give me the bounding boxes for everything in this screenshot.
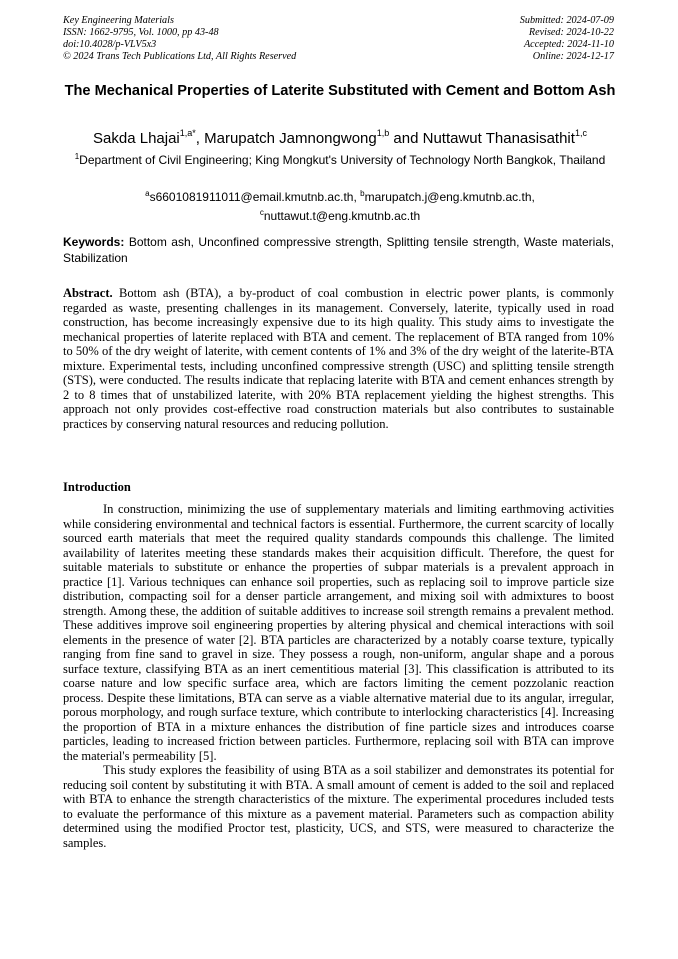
affiliation-mark: 1 (74, 152, 80, 161)
paragraph: In construction, minimizing the use of supplementary materials and limiting earthmoving activities while considering environmental and technical factors is essential. Furthermore, the current scarcity of locally sourced earth materials that meet the required quality standards compounds this challenge. The limited availability of laterites meeting these standards makes their acquisition difficult. Therefore, the quest for suitable materials to substitute or enhance the properties of subpar materials is a prevalent approach in practice [1]. Various techniques can enhance soil properties, such as replacing soil to improve particle size distribution, compacting soil for a denser particle arrangement, and mixing soil with admixtures to boost strength. Among these, the addition of suitable additives to increase soil strength remains a prevalent method. These additives improve soil engineering properties by altering physical and chemical interactions with soil elements in the presence of water [2]. BTA particles are characterized by a notably coarse texture, typically ranging from fine sand to gravel in size. They possess a rough, non-uniform, angular shape and a porous surface texture, classifying BTA as an inert cementitious material [3]. This classification is attributed to its coarse nature and low specific surface area, which are factors limiting the cement pozzolanic reaction process. Despite these limitations, BTA can serve as a viable alternative material due to its angular, irregular, porous morphology, and rough surface texture, which contribute to interlocking characteristics [4]. Increasing the proportion of BTA in a mixture enhances the distribution of fine particle sizes and introduces coarse particles, leading to increased friction between particles. Furthermore, replacing soil with BTA can improve the material's permeability [5]. (63, 502, 614, 763)
doi[interactable]: doi:10.4028/p-VLV5x3 (63, 39, 157, 50)
publication-dates (520, 15, 614, 63)
section-heading-introduction: Introduction (63, 480, 131, 494)
email-address[interactable]: s6601081911011@email.kmutnb.ac.th (149, 190, 354, 204)
submitted-date: Submitted: 2024-07-09 (519, 15, 614, 26)
affiliation (60, 149, 620, 168)
issn-volume: ISSN: 1662-9795, Vol. 1000, pp 43-48 (63, 27, 219, 38)
author-list (40, 125, 640, 148)
email-mark: b (360, 189, 365, 198)
abstract-label: Abstract. (63, 286, 113, 300)
accepted-date: Accepted: 2024-11-10 (523, 39, 614, 50)
author-affiliation-mark: 1,b (376, 128, 390, 138)
online-date: Online: 2024-12-17 (532, 51, 614, 62)
email-mark: c (259, 208, 264, 217)
author-affiliation-mark: 1,c (574, 128, 587, 138)
copyright: © 2024 Trans Tech Publications Ltd, All Rights Reserved (63, 51, 297, 62)
revised-date: Revised: 2024-10-22 (528, 27, 614, 38)
affiliation-text: Department of Civil Engineering; King Mongkut's University of Technology North Bangkok, Thailand (79, 153, 606, 167)
author-name: Marupatch Jamnongwong (204, 130, 377, 147)
keywords-text: Bottom ash, Unconfined compressive strength, Splitting tensile strength, Waste materials, Stabilization (63, 235, 614, 265)
paper-title: The Mechanical Properties of Laterite Substituted with Cement and Bottom Ash (64, 83, 616, 99)
abstract-text: Bottom ash (BTA), a by-product of coal combustion in electric power plants, is commonly regarded as waste, presenting challenges in its management. Conversely, laterite, typically used in road construction, has become increasingly expensive due to its high quality. This study aims to investigate the mechanical properties of laterite replaced with BTA and cement. The replacement of BTA ranged from 10% to 50% of the dry weight of laterite, with cement contents of 1% and 3% of the dry weight of the laterite-BTA mixture. Experimental tests, including unconfined compressive strength (USC) and splitting tensile strength (STS), were conducted. The results indicate that replacing laterite with BTA and cement enhances strength by 2 to 8 times that of unstabilized laterite, with 20% BTA replacement yielding the highest strengths. This approach not only provides cost-effective road construction materials but also contributes to sustainable practices by conserving natural resources and reducing pollution. (63, 286, 614, 431)
email-address[interactable]: marupatch.j@eng.kmutnb.ac.th (364, 190, 532, 204)
publication-info (63, 15, 296, 63)
author-name: Sakda Lhajai (93, 130, 180, 147)
abstract (63, 286, 614, 431)
email-address[interactable]: nuttawut.t@eng.kmutnb.ac.th (263, 209, 421, 223)
keywords (63, 235, 614, 266)
keywords-label: Keywords: (63, 235, 125, 249)
author-separator: and (389, 130, 423, 147)
journal-name: Key Engineering Materials (63, 15, 174, 26)
author-separator: , (195, 130, 205, 147)
email-mark: a (145, 189, 150, 198)
author-affiliation-mark: 1,a* (179, 128, 196, 138)
paragraph: This study explores the feasibility of using BTA as a soil stabilizer and demonstrates its potential for reducing soil content by substituting it with BTA. A small amount of cement is added to the soil and replaced with BTA to enhance the strength characteristics of the mixture. The experimental procedures included tests to evaluate the performance of this mixture as a pavement material. Parameters such as compaction ability determined using the modified Proctor test, plasticity, UCS, and STS, were measured to characterize the samples. (63, 763, 614, 850)
introduction-body (63, 502, 614, 850)
author-emails: $^a$s6601081911011@email.kmutnb.ac.th, $^b$marupatch.j@eng.kmutnb.ac.th, $^c$nuttawut.t@eng.kmutnb.ac.th (145, 189, 535, 223)
author-name: Nuttawut Thanasisathit (422, 130, 575, 147)
